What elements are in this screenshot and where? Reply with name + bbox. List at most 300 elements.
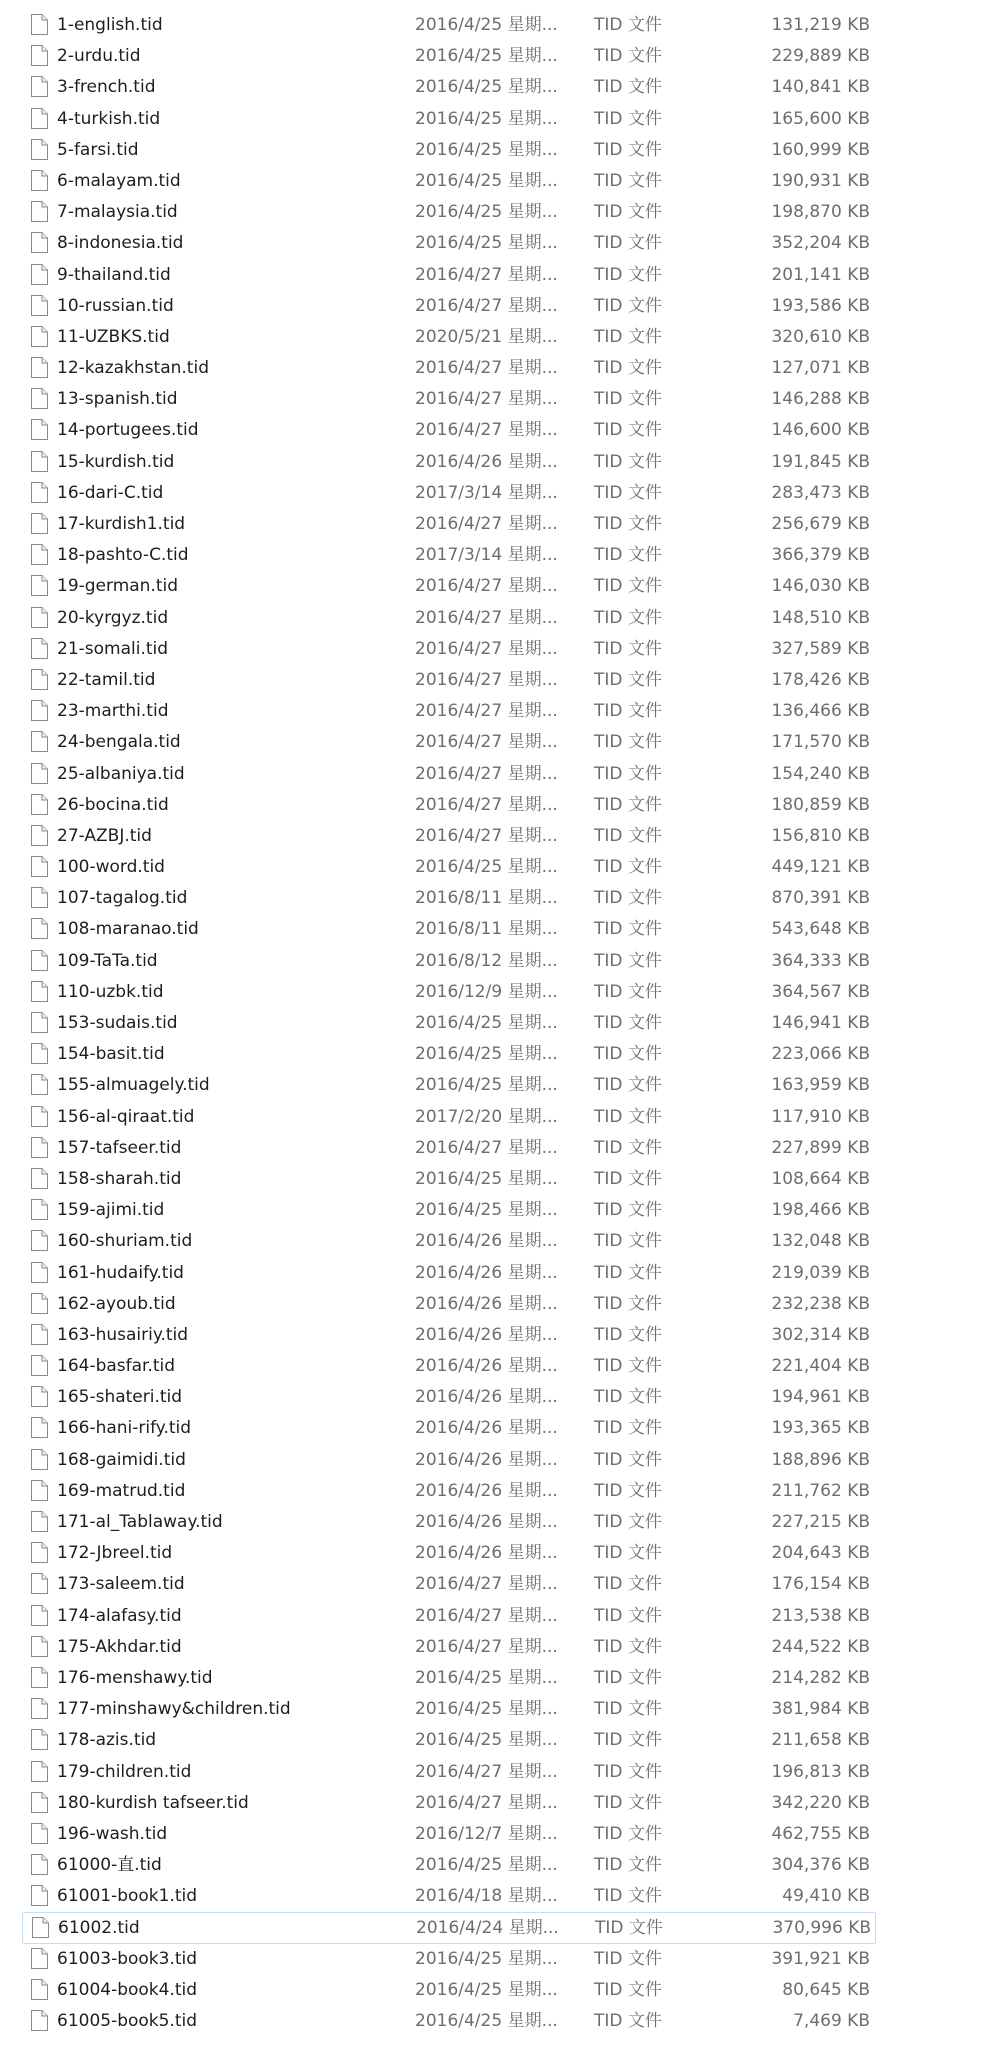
file-name: 61004-book4.tid <box>57 1979 198 2000</box>
file-size: 160,999 KB <box>771 139 870 160</box>
file-type: TID 文件 <box>594 1823 662 1844</box>
file-row[interactable] <box>0 727 1000 758</box>
file-row[interactable] <box>0 1569 1000 1600</box>
document-icon <box>31 763 48 784</box>
file-name: 157-tafseer.tid <box>57 1137 182 1158</box>
document-icon <box>31 1293 48 1314</box>
file-size: 391,921 KB <box>771 1948 870 1969</box>
file-type: TID 文件 <box>594 77 662 98</box>
file-name: 175-Akhdar.tid <box>57 1636 182 1657</box>
file-name: 61005-book5.tid <box>57 2011 198 2031</box>
file-row[interactable] <box>0 447 1000 478</box>
document-icon <box>31 887 48 908</box>
file-type: TID 文件 <box>594 15 662 35</box>
file-date-modified: 2016/4/27 星期... <box>415 701 558 722</box>
file-date-modified: 2016/4/25 星期... <box>415 1013 558 1033</box>
file-type: TID 文件 <box>594 1636 662 1657</box>
file-date-modified: 2016/4/27 星期... <box>415 1137 558 1158</box>
file-date-modified: 2016/4/27 星期... <box>415 669 558 690</box>
file-row[interactable] <box>0 166 1000 197</box>
file-date-modified: 2016/4/25 星期... <box>415 170 558 191</box>
file-type: TID 文件 <box>594 950 662 971</box>
file-size: 80,645 KB <box>782 1979 870 2000</box>
file-type: TID 文件 <box>594 607 662 628</box>
file-type: TID 文件 <box>594 1730 662 1751</box>
file-row[interactable] <box>0 509 1000 540</box>
file-size: 366,379 KB <box>771 545 870 566</box>
file-size: 213,538 KB <box>771 1605 870 1626</box>
file-date-modified: 2016/8/11 星期... <box>415 919 558 940</box>
file-row[interactable] <box>0 1757 1000 1788</box>
document-icon <box>31 1449 48 1470</box>
file-row[interactable] <box>0 821 1000 852</box>
file-row[interactable] <box>0 1289 1000 1320</box>
file-name: 177-minshawy&children.tid <box>57 1699 291 1720</box>
file-size: 198,466 KB <box>771 1200 870 1221</box>
file-row[interactable] <box>0 260 1000 291</box>
file-type: TID 文件 <box>594 1106 662 1127</box>
file-date-modified: 2016/4/25 星期... <box>415 202 558 223</box>
file-row[interactable] <box>0 415 1000 446</box>
file-row[interactable] <box>0 1881 1000 1912</box>
file-name: 172-Jbreel.tid <box>57 1543 173 1564</box>
file-row[interactable] <box>0 10 1000 41</box>
file-size: 193,365 KB <box>771 1418 870 1439</box>
file-name: 158-sharah.tid <box>57 1168 182 1189</box>
file-size: 146,288 KB <box>771 389 870 410</box>
file-type: TID 文件 <box>594 1200 662 1221</box>
file-name: 162-ayoub.tid <box>57 1293 176 1314</box>
file-row[interactable] <box>0 1164 1000 1195</box>
file-name: 176-menshawy.tid <box>57 1667 213 1688</box>
document-icon <box>31 575 48 596</box>
document-icon <box>31 1324 48 1345</box>
file-row[interactable] <box>0 197 1000 228</box>
file-name: 159-ajimi.tid <box>57 1200 165 1221</box>
file-size: 148,510 KB <box>771 607 870 628</box>
file-row[interactable] <box>0 135 1000 166</box>
file-row[interactable] <box>0 665 1000 696</box>
file-name: 18-pashto-C.tid <box>57 545 189 566</box>
file-name: 61001-book1.tid <box>57 1886 198 1907</box>
file-size: 342,220 KB <box>771 1792 870 1813</box>
file-date-modified: 2016/4/18 星期... <box>415 1886 558 1907</box>
file-date-modified: 2016/4/27 星期... <box>415 1605 558 1626</box>
file-date-modified: 2016/4/25 星期... <box>415 1168 558 1189</box>
document-icon <box>31 607 48 628</box>
file-size: 156,810 KB <box>771 825 870 846</box>
file-date-modified: 2016/4/25 星期... <box>415 1200 558 1221</box>
file-size: 219,039 KB <box>771 1262 870 1283</box>
file-type: TID 文件 <box>594 1137 662 1158</box>
file-row[interactable] <box>0 696 1000 727</box>
file-name: 153-sudais.tid <box>57 1013 178 1033</box>
file-name: 4-turkish.tid <box>57 108 161 129</box>
document-icon <box>31 451 48 472</box>
file-row[interactable] <box>0 1195 1000 1226</box>
document-icon <box>31 950 48 971</box>
file-size: 364,567 KB <box>771 981 870 1002</box>
file-type: TID 文件 <box>594 1979 662 2000</box>
file-date-modified: 2016/4/27 星期... <box>415 1574 558 1595</box>
document-icon <box>31 388 48 409</box>
file-name: 25-albaniya.tid <box>57 763 185 784</box>
file-date-modified: 2016/4/25 星期... <box>415 46 558 67</box>
file-size: 320,610 KB <box>771 326 870 347</box>
file-date-modified: 2016/4/26 星期... <box>415 1262 558 1283</box>
document-icon <box>31 1542 48 1563</box>
file-name: 13-spanish.tid <box>57 389 178 410</box>
file-type: TID 文件 <box>594 451 662 472</box>
document-icon <box>31 1106 48 1127</box>
file-type: TID 文件 <box>594 202 662 223</box>
document-icon <box>31 170 48 191</box>
file-row[interactable] <box>0 1601 1000 1632</box>
file-name: 11-UZBKS.tid <box>57 326 170 347</box>
file-type: TID 文件 <box>594 108 662 129</box>
file-size: 146,600 KB <box>771 420 870 441</box>
file-row[interactable] <box>0 852 1000 883</box>
file-date-modified: 2016/4/25 星期... <box>415 1855 558 1876</box>
file-size: 211,658 KB <box>771 1730 870 1751</box>
file-date-modified: 2016/4/26 星期... <box>415 1387 558 1408</box>
file-type: TID 文件 <box>594 701 662 722</box>
file-size: 283,473 KB <box>771 482 870 503</box>
file-type: TID 文件 <box>594 170 662 191</box>
file-row[interactable] <box>0 790 1000 821</box>
file-name: 166-hani-rify.tid <box>57 1418 192 1439</box>
file-row[interactable] <box>0 291 1000 322</box>
file-row[interactable] <box>0 1070 1000 1101</box>
file-row[interactable] <box>0 634 1000 665</box>
file-date-modified: 2016/4/27 星期... <box>415 420 558 441</box>
document-icon <box>31 1979 48 2000</box>
file-size: 190,931 KB <box>771 170 870 191</box>
file-type: TID 文件 <box>594 295 662 316</box>
document-icon <box>31 1168 48 1189</box>
document-icon <box>31 1511 48 1532</box>
file-date-modified: 2016/8/11 星期... <box>415 888 558 909</box>
file-name: 163-husairiy.tid <box>57 1324 189 1345</box>
file-name: 154-basit.tid <box>57 1044 165 1065</box>
file-size: 227,215 KB <box>771 1512 870 1532</box>
document-icon <box>31 108 48 129</box>
file-size: 176,154 KB <box>771 1574 870 1595</box>
file-size: 232,238 KB <box>771 1293 870 1314</box>
file-name: 173-saleem.tid <box>57 1574 185 1595</box>
file-name: 165-shateri.tid <box>57 1387 183 1408</box>
file-type: TID 文件 <box>594 46 662 67</box>
document-icon <box>31 264 48 285</box>
file-date-modified: 2016/4/26 星期... <box>415 1231 558 1252</box>
file-row[interactable] <box>0 1694 1000 1725</box>
file-date-modified: 2016/4/25 星期... <box>415 77 558 98</box>
file-row[interactable] <box>0 1476 1000 1507</box>
file-row[interactable] <box>0 1725 1000 1756</box>
file-row[interactable] <box>0 1944 1000 1975</box>
document-icon <box>31 856 48 877</box>
file-type: TID 文件 <box>594 1356 662 1377</box>
file-type: TID 文件 <box>594 638 662 659</box>
file-type: TID 文件 <box>594 1886 662 1907</box>
file-name: 161-hudaify.tid <box>57 1262 184 1283</box>
file-row[interactable] <box>0 353 1000 384</box>
file-row[interactable] <box>0 322 1000 353</box>
file-type: TID 文件 <box>594 482 662 503</box>
document-icon <box>31 1761 48 1782</box>
file-name: 17-kurdish1.tid <box>57 514 186 534</box>
document-icon <box>31 201 48 222</box>
file-type: TID 文件 <box>594 2011 662 2031</box>
file-date-modified: 2016/4/27 星期... <box>415 1792 558 1813</box>
document-icon <box>31 794 48 815</box>
file-row[interactable] <box>0 914 1000 945</box>
document-icon <box>31 45 48 66</box>
file-size: 196,813 KB <box>771 1761 870 1782</box>
file-date-modified: 2016/4/25 星期... <box>415 857 558 878</box>
file-row[interactable] <box>0 1226 1000 1257</box>
file-row[interactable] <box>22 1912 876 1943</box>
file-name: 107-tagalog.tid <box>57 888 188 909</box>
file-row[interactable] <box>0 1413 1000 1444</box>
file-date-modified: 2016/4/25 星期... <box>415 1948 558 1969</box>
file-row[interactable] <box>0 1133 1000 1164</box>
document-icon <box>31 700 48 721</box>
file-row[interactable] <box>0 1351 1000 1382</box>
file-type: TID 文件 <box>594 326 662 347</box>
file-size: 223,066 KB <box>771 1044 870 1065</box>
file-type: TID 文件 <box>594 1792 662 1813</box>
file-row[interactable] <box>0 1320 1000 1351</box>
file-date-modified: 2016/4/27 星期... <box>415 638 558 659</box>
file-row[interactable] <box>0 1538 1000 1569</box>
file-date-modified: 2016/4/25 星期... <box>415 1044 558 1065</box>
file-date-modified: 2016/4/27 星期... <box>415 358 558 379</box>
file-row[interactable] <box>0 1008 1000 1039</box>
file-size: 449,121 KB <box>771 857 870 878</box>
file-size: 188,896 KB <box>771 1449 870 1470</box>
file-date-modified: 2016/12/9 星期... <box>415 981 558 1002</box>
file-size: 214,282 KB <box>771 1667 870 1688</box>
file-date-modified: 2016/4/27 星期... <box>415 1636 558 1657</box>
file-date-modified: 2016/4/27 星期... <box>415 576 558 597</box>
file-date-modified: 2016/4/26 星期... <box>415 1512 558 1532</box>
file-type: TID 文件 <box>595 1918 663 1939</box>
file-type: TID 文件 <box>594 545 662 566</box>
file-name: 26-bocina.tid <box>57 794 169 815</box>
file-size: 201,141 KB <box>771 264 870 285</box>
file-size: 163,959 KB <box>771 1075 870 1096</box>
file-name: 110-uzbk.tid <box>57 981 164 1002</box>
file-name: 61000-直.tid <box>57 1855 162 1876</box>
file-date-modified: 2016/12/7 星期... <box>415 1823 558 1844</box>
document-icon <box>31 1854 48 1875</box>
file-date-modified: 2016/4/26 星期... <box>415 1356 558 1377</box>
file-row[interactable] <box>0 228 1000 259</box>
file-row[interactable] <box>0 883 1000 914</box>
file-type: TID 文件 <box>594 1948 662 1969</box>
file-type: TID 文件 <box>594 1574 662 1595</box>
document-icon <box>31 139 48 160</box>
file-size: 165,600 KB <box>771 108 870 129</box>
document-icon <box>31 1480 48 1501</box>
document-icon <box>31 981 48 1002</box>
file-row[interactable] <box>0 2006 1000 2037</box>
file-size: 140,841 KB <box>771 77 870 98</box>
file-date-modified: 2016/4/25 星期... <box>415 233 558 254</box>
file-date-modified: 2016/4/26 星期... <box>415 1418 558 1439</box>
file-type: TID 文件 <box>594 264 662 285</box>
document-icon <box>31 326 48 347</box>
file-size: 462,755 KB <box>771 1823 870 1844</box>
file-date-modified: 2016/4/27 星期... <box>415 732 558 753</box>
file-date-modified: 2016/4/25 星期... <box>415 1667 558 1688</box>
document-icon <box>31 544 48 565</box>
file-row[interactable] <box>0 603 1000 634</box>
file-name: 12-kazakhstan.tid <box>57 358 209 379</box>
file-row[interactable] <box>0 1039 1000 1070</box>
document-icon <box>31 731 48 752</box>
file-type: TID 文件 <box>594 1699 662 1720</box>
file-row[interactable] <box>0 1819 1000 1850</box>
file-date-modified: 2016/4/24 星期... <box>416 1918 559 1939</box>
document-icon <box>31 1137 48 1158</box>
file-size: 204,643 KB <box>771 1543 870 1564</box>
document-icon <box>31 1230 48 1251</box>
document-icon <box>31 1729 48 1750</box>
file-name: 21-somali.tid <box>57 638 169 659</box>
document-icon <box>31 357 48 378</box>
file-name: 168-gaimidi.tid <box>57 1449 186 1470</box>
file-size: 154,240 KB <box>771 763 870 784</box>
file-row[interactable] <box>0 1788 1000 1819</box>
file-type: TID 文件 <box>594 1667 662 1688</box>
file-type: TID 文件 <box>594 389 662 410</box>
file-type: TID 文件 <box>594 1543 662 1564</box>
file-date-modified: 2020/5/21 星期... <box>415 326 558 347</box>
file-type: TID 文件 <box>594 1075 662 1096</box>
file-row[interactable] <box>0 72 1000 103</box>
file-type: TID 文件 <box>594 763 662 784</box>
document-icon <box>31 825 48 846</box>
file-row[interactable] <box>0 384 1000 415</box>
file-size: 364,333 KB <box>771 950 870 971</box>
file-type: TID 文件 <box>594 1324 662 1345</box>
file-date-modified: 2016/4/27 星期... <box>415 1761 558 1782</box>
file-name: 1-english.tid <box>57 15 163 35</box>
file-size: 221,404 KB <box>771 1356 870 1377</box>
file-size: 49,410 KB <box>782 1886 870 1907</box>
file-size: 381,984 KB <box>771 1699 870 1720</box>
file-size: 146,941 KB <box>771 1013 870 1033</box>
file-date-modified: 2016/4/25 星期... <box>415 2011 558 2031</box>
file-row[interactable] <box>0 1850 1000 1881</box>
document-icon <box>31 1792 48 1813</box>
file-type: TID 文件 <box>594 1013 662 1033</box>
file-row[interactable] <box>0 571 1000 602</box>
file-row[interactable] <box>0 41 1000 72</box>
file-name: 8-indonesia.tid <box>57 233 184 254</box>
file-name: 61002.tid <box>58 1918 140 1939</box>
file-date-modified: 2016/4/26 星期... <box>415 1543 558 1564</box>
file-name: 19-german.tid <box>57 576 179 597</box>
file-row[interactable] <box>0 946 1000 977</box>
file-row[interactable] <box>0 104 1000 135</box>
document-icon <box>31 1885 48 1906</box>
file-size: 304,376 KB <box>771 1855 870 1876</box>
document-icon <box>31 1199 48 1220</box>
file-type: TID 文件 <box>594 1262 662 1283</box>
file-size: 870,391 KB <box>771 888 870 909</box>
file-row[interactable] <box>0 1975 1000 2006</box>
file-date-modified: 2016/4/26 星期... <box>415 1449 558 1470</box>
file-type: TID 文件 <box>594 1761 662 1782</box>
file-date-modified: 2016/4/27 星期... <box>415 514 558 534</box>
document-icon <box>31 1636 48 1657</box>
file-name: 196-wash.tid <box>57 1823 168 1844</box>
document-icon <box>31 1262 48 1283</box>
file-name: 100-word.tid <box>57 857 165 878</box>
file-row[interactable] <box>0 1632 1000 1663</box>
file-type: TID 文件 <box>594 1231 662 1252</box>
file-row[interactable] <box>0 1102 1000 1133</box>
file-date-modified: 2016/4/27 星期... <box>415 825 558 846</box>
file-size: 191,845 KB <box>771 451 870 472</box>
file-size: 370,996 KB <box>772 1918 871 1939</box>
file-date-modified: 2016/4/27 星期... <box>415 389 558 410</box>
file-row[interactable] <box>0 977 1000 1008</box>
file-name: 9-thailand.tid <box>57 264 171 285</box>
file-name: 6-malayam.tid <box>57 170 181 191</box>
file-type: TID 文件 <box>594 358 662 379</box>
document-icon <box>32 1917 49 1938</box>
file-name: 14-portugees.tid <box>57 420 199 441</box>
file-date-modified: 2017/2/20 星期... <box>415 1106 558 1127</box>
file-type: TID 文件 <box>594 888 662 909</box>
file-name: 179-children.tid <box>57 1761 192 1782</box>
file-size: 543,648 KB <box>771 919 870 940</box>
file-row[interactable] <box>0 1663 1000 1694</box>
file-type: TID 文件 <box>594 1855 662 1876</box>
file-type: TID 文件 <box>594 857 662 878</box>
document-icon <box>31 1355 48 1376</box>
file-type: TID 文件 <box>594 139 662 160</box>
file-row[interactable] <box>0 1258 1000 1289</box>
file-row[interactable] <box>0 1445 1000 1476</box>
file-size: 7,469 KB <box>793 2011 870 2031</box>
file-name: 2-urdu.tid <box>57 46 141 67</box>
file-type: TID 文件 <box>594 420 662 441</box>
file-date-modified: 2017/3/14 星期... <box>415 482 558 503</box>
document-icon <box>31 1074 48 1095</box>
file-date-modified: 2016/4/25 星期... <box>415 108 558 129</box>
file-name: 10-russian.tid <box>57 295 174 316</box>
file-date-modified: 2016/4/25 星期... <box>415 139 558 160</box>
file-row[interactable] <box>0 1382 1000 1413</box>
file-size: 244,522 KB <box>771 1636 870 1657</box>
file-row[interactable] <box>0 540 1000 571</box>
file-date-modified: 2016/4/25 星期... <box>415 1699 558 1720</box>
file-type: TID 文件 <box>594 1168 662 1189</box>
file-type: TID 文件 <box>594 1418 662 1439</box>
document-icon <box>31 918 48 939</box>
file-row[interactable] <box>0 478 1000 509</box>
file-type: TID 文件 <box>594 1293 662 1314</box>
file-date-modified: 2017/3/14 星期... <box>415 545 558 566</box>
file-row[interactable] <box>0 1507 1000 1538</box>
file-size: 198,870 KB <box>771 202 870 223</box>
file-row[interactable] <box>0 759 1000 790</box>
